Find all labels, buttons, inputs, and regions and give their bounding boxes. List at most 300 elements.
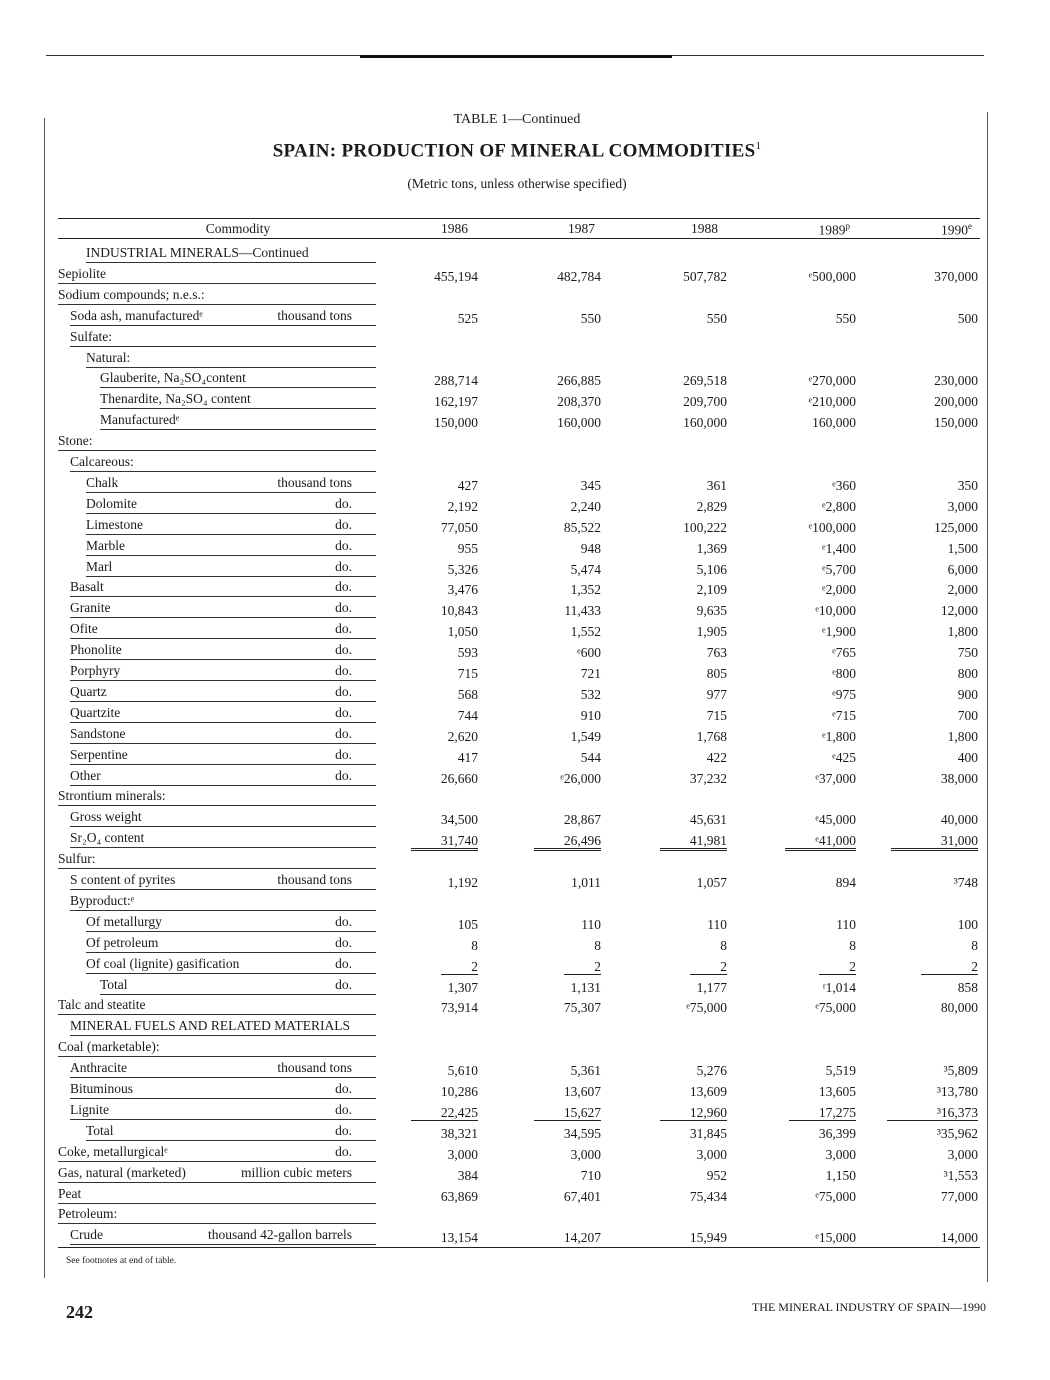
value-1988 bbox=[597, 750, 727, 766]
table-row bbox=[0, 660, 1050, 681]
table-row bbox=[0, 284, 1050, 305]
value-text: ᵉ26,000 bbox=[560, 770, 601, 786]
row-label: Sodium compounds; n.e.s.: bbox=[58, 286, 205, 302]
value-1986 bbox=[348, 624, 478, 640]
value-1987 bbox=[471, 917, 601, 933]
row-label: Marl bbox=[86, 558, 113, 574]
value-text: ³748 bbox=[953, 875, 978, 890]
value-1989 bbox=[726, 541, 856, 557]
row-unit: do. bbox=[335, 976, 352, 992]
column-header-1988: 1988 bbox=[691, 221, 718, 236]
table-row bbox=[0, 451, 1050, 472]
row-unit: do. bbox=[335, 704, 352, 720]
row-label: Anthracite bbox=[70, 1060, 127, 1076]
table-row bbox=[0, 618, 1050, 639]
row-label: Talc and steatite bbox=[58, 997, 146, 1013]
value-text: ᵉ37,000 bbox=[815, 770, 856, 786]
value-1990 bbox=[848, 771, 978, 787]
value-text: 41,981 bbox=[660, 833, 727, 851]
value-1988 bbox=[597, 1126, 727, 1142]
value-1986 bbox=[348, 729, 478, 745]
value-1989 bbox=[726, 499, 856, 515]
value-text: 22,425 bbox=[411, 1105, 478, 1121]
value-text: 2,240 bbox=[570, 498, 601, 514]
value-1987 bbox=[471, 708, 601, 724]
row-label: Coke, metallurgicalᵉ bbox=[58, 1143, 168, 1159]
value-1986 bbox=[348, 666, 478, 682]
value-text: 550 bbox=[706, 310, 727, 326]
row-unit: do. bbox=[335, 746, 352, 762]
value-text: 10,286 bbox=[440, 1084, 478, 1099]
value-1986 bbox=[348, 603, 478, 619]
value-1989 bbox=[726, 1230, 856, 1246]
value-text: 8 bbox=[971, 937, 978, 953]
value-text: 5,276 bbox=[696, 1063, 727, 1079]
value-text: 5,519 bbox=[825, 1063, 856, 1079]
value-1988 bbox=[597, 980, 727, 996]
value-text: ᵉ800 bbox=[832, 666, 856, 681]
value-1990 bbox=[848, 708, 978, 724]
value-text: 593 bbox=[457, 645, 478, 661]
value-1987 bbox=[471, 603, 601, 619]
row-label: Other bbox=[70, 767, 101, 783]
value-text: 5,610 bbox=[447, 1063, 478, 1079]
value-text: ᵉ715 bbox=[832, 707, 856, 723]
table-row bbox=[0, 1183, 1050, 1204]
row-label: Lignite bbox=[70, 1101, 109, 1117]
row-unit: do. bbox=[335, 579, 352, 595]
value-text: 977 bbox=[706, 686, 727, 702]
value-text: ᵉ10,000 bbox=[815, 603, 856, 619]
value-text: 750 bbox=[957, 645, 978, 661]
value-text: 266,885 bbox=[557, 373, 601, 389]
value-text: 948 bbox=[580, 540, 601, 556]
value-1987 bbox=[471, 1126, 601, 1142]
row-label: Porphyry bbox=[70, 663, 121, 678]
row-label: Gas, natural (marketed) bbox=[58, 1164, 186, 1180]
value-text: ᵉ210,000 bbox=[808, 394, 856, 410]
value-1990 bbox=[848, 938, 978, 954]
row-unit: do. bbox=[335, 516, 352, 532]
table-row bbox=[0, 785, 1050, 806]
value-1988 bbox=[597, 478, 727, 494]
value-1990 bbox=[848, 1168, 978, 1184]
value-text: 2 bbox=[690, 959, 727, 975]
row-label: Serpentine bbox=[70, 746, 128, 762]
value-1986 bbox=[348, 1230, 478, 1246]
value-1988 bbox=[597, 959, 727, 975]
value-text: 100 bbox=[957, 916, 978, 932]
value-1989 bbox=[726, 938, 856, 954]
row-unit: do. bbox=[335, 537, 352, 553]
value-text: 10,843 bbox=[440, 603, 478, 619]
row-unit: do. bbox=[335, 663, 352, 678]
value-1989 bbox=[726, 812, 856, 828]
row-label: Sulfur: bbox=[58, 851, 96, 867]
value-1988 bbox=[597, 1063, 727, 1079]
value-1989 bbox=[726, 478, 856, 494]
value-1987 bbox=[471, 980, 601, 996]
row-label: Phonolite bbox=[70, 642, 122, 658]
value-1986 bbox=[348, 1168, 478, 1184]
value-1986 bbox=[348, 562, 478, 578]
table-row bbox=[0, 1015, 1050, 1036]
value-1988 bbox=[597, 875, 727, 891]
table-row bbox=[0, 1099, 1050, 1120]
value-1990 bbox=[848, 394, 978, 410]
value-1990 bbox=[848, 833, 978, 849]
value-1989 bbox=[726, 1126, 856, 1142]
value-1989 bbox=[726, 917, 856, 933]
value-1988 bbox=[597, 311, 727, 327]
value-text: 14,000 bbox=[940, 1230, 978, 1246]
value-1989 bbox=[726, 980, 856, 996]
row-unit: do. bbox=[335, 725, 352, 741]
table-row bbox=[0, 326, 1050, 347]
value-text: ³1,553 bbox=[943, 1167, 978, 1183]
value-1988 bbox=[597, 917, 727, 933]
value-text: 361 bbox=[706, 477, 727, 493]
value-text: 350 bbox=[957, 477, 978, 493]
value-text: 9,635 bbox=[696, 603, 727, 619]
value-1986 bbox=[348, 541, 478, 557]
value-1987 bbox=[471, 394, 601, 410]
value-text: 34,500 bbox=[440, 812, 478, 828]
value-1988 bbox=[597, 624, 727, 640]
value-1987 bbox=[471, 1230, 601, 1246]
value-1988 bbox=[597, 1230, 727, 1246]
value-1989 bbox=[726, 1147, 856, 1163]
value-1986 bbox=[348, 833, 478, 849]
value-text: 8 bbox=[594, 937, 601, 953]
value-1987 bbox=[471, 812, 601, 828]
row-unit: do. bbox=[335, 558, 352, 574]
row-label: Strontium minerals: bbox=[58, 788, 166, 804]
table-row bbox=[0, 242, 1050, 263]
value-1989 bbox=[726, 269, 856, 285]
value-1986 bbox=[348, 478, 478, 494]
value-text: 1,307 bbox=[447, 979, 478, 995]
row-unit: do. bbox=[335, 1143, 352, 1159]
value-1986 bbox=[348, 959, 478, 975]
row-label: Basalt bbox=[70, 579, 104, 595]
column-header-1986: 1986 bbox=[441, 221, 468, 236]
value-1988 bbox=[597, 499, 727, 515]
title-footnote-mark: 1 bbox=[755, 140, 762, 152]
value-text: 1,905 bbox=[696, 624, 727, 640]
table-row bbox=[0, 597, 1050, 618]
value-1989 bbox=[726, 1000, 856, 1016]
value-1986 bbox=[348, 1063, 478, 1079]
table-row bbox=[0, 1141, 1050, 1162]
value-1989 bbox=[726, 373, 856, 389]
row-label: Crude bbox=[70, 1227, 103, 1243]
row-label: Glauberite, Na₂SO₄content bbox=[100, 370, 246, 386]
value-text: 1,011 bbox=[571, 875, 601, 890]
table-row bbox=[0, 681, 1050, 702]
value-1986 bbox=[348, 520, 478, 536]
table-row bbox=[0, 1078, 1050, 1099]
value-text: 1,369 bbox=[696, 540, 727, 556]
value-text: 77,050 bbox=[440, 519, 478, 535]
value-1986 bbox=[348, 499, 478, 515]
value-1990 bbox=[848, 1084, 978, 1100]
table-row bbox=[0, 1036, 1050, 1057]
column-header-1989-mark: p bbox=[845, 221, 850, 231]
row-label: Of petroleum bbox=[86, 934, 159, 950]
value-1986 bbox=[348, 1126, 478, 1142]
value-text: 2,109 bbox=[696, 582, 727, 598]
value-text: ᵉ75,000 bbox=[815, 1188, 856, 1204]
value-text: 3,000 bbox=[825, 1146, 856, 1162]
value-text: 2 bbox=[921, 959, 978, 975]
value-text: 5,106 bbox=[696, 561, 727, 577]
table-row bbox=[0, 702, 1050, 723]
value-text: ᵉ2,800 bbox=[822, 498, 856, 514]
value-text: 507,782 bbox=[683, 268, 727, 284]
table-row bbox=[0, 1057, 1050, 1078]
value-text: 400 bbox=[957, 749, 978, 765]
value-text: ᵉ600 bbox=[577, 645, 601, 661]
value-text: 550 bbox=[835, 310, 856, 326]
value-1987 bbox=[471, 562, 601, 578]
row-underline bbox=[70, 1244, 376, 1245]
row-unit: do. bbox=[335, 1122, 352, 1138]
value-text: 805 bbox=[706, 666, 727, 681]
value-text: 532 bbox=[580, 686, 601, 702]
row-unit: do. bbox=[335, 934, 352, 950]
value-text: 2 bbox=[819, 959, 856, 975]
value-1987 bbox=[471, 478, 601, 494]
value-1989 bbox=[726, 875, 856, 891]
value-text: ᵉ45,000 bbox=[815, 812, 856, 828]
row-label: Manufacturedᵉ bbox=[100, 412, 180, 428]
value-1986 bbox=[348, 1105, 478, 1121]
row-unit: thousand tons bbox=[277, 307, 352, 323]
column-header-commodity: Commodity bbox=[205, 221, 271, 236]
value-text: ᵉ100,000 bbox=[808, 519, 856, 535]
value-1988 bbox=[597, 1105, 727, 1121]
value-text: 105 bbox=[457, 916, 478, 932]
value-1988 bbox=[597, 1189, 727, 1205]
value-1990 bbox=[848, 499, 978, 515]
value-text: ᵉ5,700 bbox=[822, 561, 856, 577]
value-1987 bbox=[471, 415, 601, 431]
value-1986 bbox=[348, 687, 478, 703]
value-1987 bbox=[471, 771, 601, 787]
value-text: 1,549 bbox=[570, 728, 601, 744]
value-1987 bbox=[471, 645, 601, 661]
value-1987 bbox=[471, 541, 601, 557]
value-1989 bbox=[726, 582, 856, 598]
value-text: 2,192 bbox=[447, 498, 478, 514]
value-1987 bbox=[471, 624, 601, 640]
row-label: Of coal (lignite) gasification bbox=[86, 955, 240, 971]
value-1987 bbox=[471, 729, 601, 745]
value-text: 417 bbox=[457, 749, 478, 765]
row-unit: do. bbox=[335, 495, 352, 511]
value-1988 bbox=[597, 771, 727, 787]
value-1988 bbox=[597, 541, 727, 557]
value-1990 bbox=[848, 603, 978, 619]
value-1990 bbox=[848, 980, 978, 996]
value-1987 bbox=[471, 666, 601, 682]
value-1989 bbox=[726, 603, 856, 619]
table-row bbox=[0, 827, 1050, 848]
table-row bbox=[0, 388, 1050, 409]
value-text: 955 bbox=[457, 540, 478, 556]
value-text: 36,399 bbox=[818, 1125, 856, 1141]
value-1990 bbox=[848, 645, 978, 661]
row-label: Petroleum: bbox=[58, 1206, 118, 1222]
table-row bbox=[0, 744, 1050, 765]
value-1986 bbox=[348, 645, 478, 661]
value-1987 bbox=[471, 1147, 601, 1163]
table-row bbox=[0, 514, 1050, 535]
value-text: ᵉ975 bbox=[832, 686, 856, 702]
value-1989 bbox=[726, 666, 856, 682]
table-row bbox=[0, 911, 1050, 932]
value-text: 85,522 bbox=[563, 519, 601, 535]
table-row bbox=[0, 639, 1050, 660]
value-text: 384 bbox=[457, 1167, 478, 1183]
value-text: 100,222 bbox=[683, 519, 727, 535]
value-1990 bbox=[848, 520, 978, 536]
value-1989 bbox=[726, 708, 856, 724]
value-1987 bbox=[471, 1105, 601, 1121]
table-row bbox=[0, 932, 1050, 953]
value-1990 bbox=[848, 541, 978, 557]
value-text: 3,000 bbox=[947, 498, 978, 514]
value-1989 bbox=[726, 645, 856, 661]
value-text: ᵉ75,000 bbox=[686, 1000, 727, 1016]
value-1988 bbox=[597, 373, 727, 389]
value-1986 bbox=[348, 875, 478, 891]
value-1989 bbox=[726, 729, 856, 745]
value-1989 bbox=[726, 311, 856, 327]
value-1986 bbox=[348, 938, 478, 954]
table-bottom-rule bbox=[58, 1247, 980, 1248]
value-1989 bbox=[726, 1084, 856, 1100]
value-text: 160,000 bbox=[812, 415, 856, 431]
value-text: 5,326 bbox=[447, 561, 478, 577]
value-1987 bbox=[471, 1168, 601, 1184]
value-1988 bbox=[597, 394, 727, 410]
row-unit: thousand tons bbox=[277, 474, 352, 490]
value-1987 bbox=[471, 1084, 601, 1100]
value-text: 110 bbox=[836, 916, 856, 932]
value-text: 1,500 bbox=[947, 540, 978, 556]
value-text: 721 bbox=[580, 666, 601, 681]
value-1987 bbox=[471, 269, 601, 285]
value-1990 bbox=[848, 582, 978, 598]
value-1989 bbox=[726, 1105, 856, 1121]
value-1990 bbox=[848, 1189, 978, 1205]
value-1988 bbox=[597, 729, 727, 745]
table-row bbox=[0, 409, 1050, 430]
value-1989 bbox=[726, 394, 856, 410]
row-label: Sr₂O₄ content bbox=[70, 830, 145, 846]
row-label: Sandstone bbox=[70, 725, 126, 741]
value-1990 bbox=[848, 687, 978, 703]
value-text: 710 bbox=[580, 1167, 601, 1183]
row-unit: do. bbox=[335, 955, 352, 971]
value-1989 bbox=[726, 624, 856, 640]
row-unit: do. bbox=[335, 1081, 352, 1096]
row-label: Peat bbox=[58, 1185, 82, 1201]
value-1990 bbox=[848, 812, 978, 828]
value-1989 bbox=[726, 562, 856, 578]
value-1986 bbox=[348, 311, 478, 327]
value-1990 bbox=[848, 478, 978, 494]
table-row bbox=[0, 1120, 1050, 1141]
value-text: ³16,373 bbox=[887, 1105, 978, 1121]
row-label: Chalk bbox=[86, 474, 119, 490]
row-label: Sepiolite bbox=[58, 265, 106, 281]
value-text: ᵉ1,800 bbox=[822, 728, 856, 744]
value-1987 bbox=[471, 520, 601, 536]
value-text: 288,714 bbox=[434, 373, 478, 389]
value-text: ᵉ360 bbox=[832, 477, 856, 493]
value-1988 bbox=[597, 1000, 727, 1016]
value-1988 bbox=[597, 708, 727, 724]
value-1990 bbox=[848, 562, 978, 578]
value-text: 800 bbox=[957, 666, 978, 681]
value-text: 1,050 bbox=[447, 624, 478, 640]
row-label: Thenardite, Na₂SO₄ content bbox=[100, 391, 251, 407]
value-1990 bbox=[848, 666, 978, 682]
table-row bbox=[0, 848, 1050, 869]
value-text: 67,401 bbox=[563, 1188, 601, 1204]
value-text: 200,000 bbox=[934, 394, 978, 410]
table-row bbox=[0, 1224, 1050, 1245]
value-1988 bbox=[597, 520, 727, 536]
value-1988 bbox=[597, 603, 727, 619]
value-text: 5,474 bbox=[570, 561, 601, 577]
value-1988 bbox=[597, 938, 727, 954]
value-1990 bbox=[848, 959, 978, 975]
table-row bbox=[0, 556, 1050, 577]
value-text: 5,361 bbox=[570, 1063, 601, 1079]
row-label: Total bbox=[100, 976, 128, 992]
value-text: ³35,962 bbox=[936, 1125, 978, 1141]
row-label: Ofite bbox=[70, 621, 98, 637]
value-text: 162,197 bbox=[434, 394, 478, 410]
value-1987 bbox=[471, 582, 601, 598]
value-1990 bbox=[848, 1230, 978, 1246]
value-text: ᵉ15,000 bbox=[815, 1230, 856, 1246]
table-row bbox=[0, 1203, 1050, 1224]
value-text: 3,000 bbox=[447, 1146, 478, 1162]
column-header-1990-year: 1990 bbox=[941, 222, 968, 238]
value-text: ᵉ765 bbox=[832, 645, 856, 661]
value-1986 bbox=[348, 708, 478, 724]
table-row bbox=[0, 430, 1050, 451]
row-label: S content of pyrites bbox=[70, 872, 176, 887]
value-1990 bbox=[848, 373, 978, 389]
table-row bbox=[0, 1162, 1050, 1183]
value-text: 34,595 bbox=[563, 1125, 601, 1141]
table-row bbox=[0, 953, 1050, 974]
value-text: 455,194 bbox=[434, 268, 478, 284]
value-text: 38,000 bbox=[940, 770, 978, 786]
table-row bbox=[0, 263, 1050, 284]
row-label: Natural: bbox=[86, 349, 131, 365]
value-1989 bbox=[726, 750, 856, 766]
column-header-1987: 1987 bbox=[568, 221, 595, 236]
row-unit: do. bbox=[335, 642, 352, 658]
table-row bbox=[0, 869, 1050, 890]
